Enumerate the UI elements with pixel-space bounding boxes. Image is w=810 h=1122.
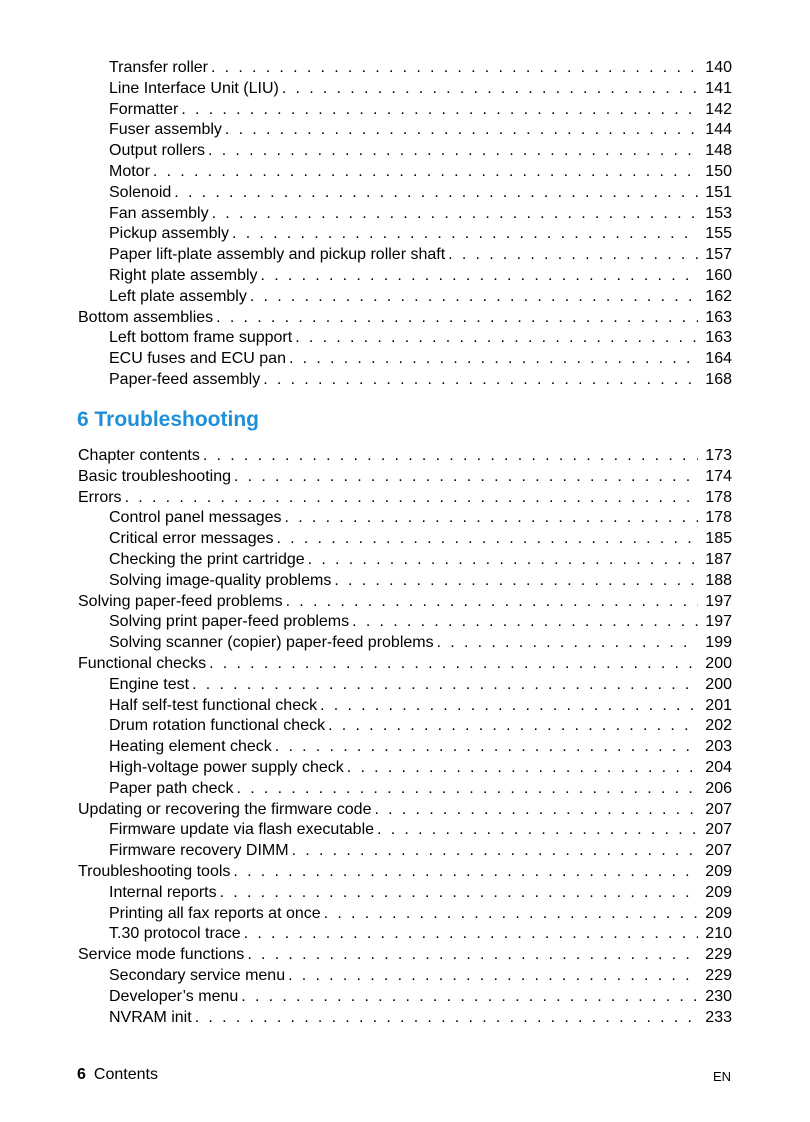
dot-leader: [448, 245, 698, 266]
dot-leader: [285, 508, 698, 529]
toc-entry-page-number: 200: [705, 675, 732, 693]
toc-entry-title: Solving paper-feed problems: [78, 592, 283, 610]
toc-entry[interactable]: [78, 654, 732, 675]
dot-leader: [320, 696, 698, 717]
dot-leader: [195, 1008, 698, 1029]
toc-entry-title: Control panel messages: [109, 509, 282, 527]
toc-entry-page-number: 203: [705, 738, 732, 756]
toc-entry-title: Critical error messages: [109, 530, 274, 548]
toc-entry[interactable]: [78, 820, 732, 841]
dot-leader: [275, 737, 698, 758]
toc-entry-page-number: 204: [705, 758, 732, 776]
dot-leader: [212, 204, 698, 225]
toc-entry-title: Solving scanner (copier) paper-feed problems: [109, 634, 434, 652]
dot-leader: [352, 612, 698, 633]
toc-entry-page-number: 209: [705, 862, 732, 880]
toc-entry-title: Heating element check: [109, 738, 272, 756]
toc-entry-title: Paper path check: [109, 779, 234, 797]
toc-list-troubleshooting: [78, 446, 732, 1028]
toc-entry[interactable]: [78, 966, 732, 987]
toc-entry[interactable]: [78, 79, 732, 100]
dot-leader: [282, 79, 698, 100]
toc-entry-page-number: 155: [705, 225, 732, 243]
toc-entry-page-number: 157: [705, 246, 732, 264]
toc-entry[interactable]: [78, 100, 732, 121]
toc-entry[interactable]: [78, 737, 732, 758]
dot-leader: [347, 758, 698, 779]
toc-entry-title: Fuser assembly: [109, 121, 222, 139]
toc-entry-page-number: 207: [705, 821, 732, 839]
toc-entry-page-number: 206: [705, 779, 732, 797]
dot-leader: [181, 100, 698, 121]
toc-entry-page-number: 160: [705, 266, 732, 284]
toc-entry-page-number: 200: [705, 654, 732, 672]
dot-leader: [208, 141, 698, 162]
toc-entry-page-number: 202: [705, 717, 732, 735]
dot-leader: [324, 904, 698, 925]
dot-leader: [374, 800, 698, 821]
toc-entry-title: Half self-test functional check: [109, 696, 318, 714]
toc-entry-page-number: 168: [705, 370, 732, 388]
dot-leader: [153, 162, 698, 183]
page-footer: [77, 1066, 158, 1084]
toc-entry-title: Updating or recovering the firmware code: [78, 800, 372, 818]
toc-entry-title: Firmware update via flash executable: [109, 821, 375, 839]
dot-leader: [261, 266, 698, 287]
dot-leader: [250, 287, 698, 308]
toc-entry-title: Printing all fax reports at once: [109, 904, 321, 922]
toc-entry-page-number: 207: [705, 800, 732, 818]
toc-entry-page-number: 140: [705, 59, 732, 76]
dot-leader: [334, 571, 698, 592]
toc-entry-title: Solenoid: [109, 183, 172, 201]
footer-section-title: Contents: [93, 1066, 158, 1083]
toc-entry[interactable]: [78, 800, 732, 821]
toc-entry-page-number: 188: [705, 571, 732, 589]
toc-entry[interactable]: [78, 779, 732, 800]
toc-entry-page-number: 197: [705, 613, 732, 631]
toc-entry[interactable]: [78, 550, 732, 571]
dot-leader: [295, 328, 698, 349]
toc-entry[interactable]: [78, 945, 732, 966]
toc-entry-title: Engine test: [109, 675, 190, 693]
toc-entry-page-number: 201: [705, 696, 732, 714]
toc-entry-title: Checking the print cartridge: [109, 550, 305, 568]
dot-leader: [125, 488, 698, 509]
toc-entry-title: Left plate assembly: [109, 287, 247, 305]
dot-leader: [237, 779, 698, 800]
toc-entry-page-number: 162: [705, 287, 732, 305]
toc-entry-title: Solving print paper-feed problems: [109, 613, 350, 631]
toc-entry[interactable]: [78, 120, 732, 141]
dot-leader: [232, 224, 698, 245]
dot-leader: [203, 446, 698, 467]
toc-entry[interactable]: [78, 224, 732, 245]
toc-entry-page-number: 209: [705, 883, 732, 901]
dot-leader: [233, 862, 698, 883]
dot-leader: [328, 716, 698, 737]
toc-entry[interactable]: [78, 183, 732, 204]
toc-entry-title: Troubleshooting tools: [78, 862, 231, 880]
toc-entry[interactable]: [78, 162, 732, 183]
toc-entry-page-number: 173: [705, 447, 732, 464]
toc-entry-title: Functional checks: [78, 654, 207, 672]
toc-entry-title: Drum rotation functional check: [109, 717, 326, 735]
toc-entry[interactable]: [78, 904, 732, 925]
toc-entry-page-number: 197: [705, 592, 732, 610]
toc-entry-page-number: 229: [705, 966, 732, 984]
dot-leader: [192, 675, 698, 696]
toc-entry-title: Bottom assemblies: [78, 308, 214, 326]
toc-entry-title: Basic troubleshooting: [78, 467, 231, 485]
toc-entry-title: Chapter contents: [78, 447, 200, 464]
toc-entry[interactable]: [78, 841, 732, 862]
toc-entry-title: Left bottom frame support: [109, 329, 293, 347]
dot-leader: [288, 966, 698, 987]
toc-entry[interactable]: [78, 446, 732, 467]
toc-entry-title: Developer’s menu: [109, 987, 239, 1005]
toc-entry-page-number: 153: [705, 204, 732, 222]
toc-entry[interactable]: [78, 716, 732, 737]
toc-entry[interactable]: [78, 612, 732, 633]
dot-leader: [247, 945, 698, 966]
toc-entry-page-number: 163: [705, 308, 732, 326]
toc-entry[interactable]: [78, 328, 732, 349]
toc-entry-title: Firmware recovery DIMM: [109, 842, 289, 860]
toc-entry-title: High-voltage power supply check: [109, 758, 344, 776]
footer-language-code: EN: [712, 1069, 731, 1084]
toc-entry-page-number: 210: [705, 925, 732, 943]
dot-leader: [292, 841, 698, 862]
toc-entry[interactable]: [78, 349, 732, 370]
dot-leader: [276, 529, 698, 550]
dot-leader: [209, 654, 698, 675]
dot-leader: [241, 987, 698, 1008]
toc-entry-title: T.30 protocol trace: [109, 925, 241, 943]
toc-entry-title: Errors: [78, 488, 122, 506]
toc-entry-page-number: 141: [705, 79, 732, 97]
toc-entry[interactable]: [78, 266, 732, 287]
toc-entry-page-number: 164: [705, 350, 732, 368]
toc-entry-title: Transfer roller: [109, 59, 208, 76]
toc-entry-title: Internal reports: [109, 883, 217, 901]
toc-entry-title: Paper lift-plate assembly and pickup roller shaft: [109, 246, 446, 264]
toc-entry-page-number: 151: [705, 183, 732, 201]
toc-entry[interactable]: [78, 245, 732, 266]
toc-entry[interactable]: [78, 862, 732, 883]
toc-entry-page-number: 207: [705, 842, 732, 860]
toc-entry[interactable]: [78, 696, 732, 717]
toc-entry[interactable]: [78, 883, 732, 904]
toc-entry-title: Secondary service menu: [109, 966, 286, 984]
dot-leader: [234, 467, 698, 488]
toc-entry-title: Solving image-quality problems: [109, 571, 332, 589]
toc-entry-page-number: 187: [705, 550, 732, 568]
toc-list-previous-chapter: [78, 58, 732, 391]
toc-entry[interactable]: [78, 467, 732, 488]
toc-entry-page-number: 174: [705, 467, 732, 485]
toc-entry-page-number: 148: [705, 142, 732, 160]
footer-page-number: 6: [77, 1066, 86, 1083]
toc-entry-page-number: 230: [705, 987, 732, 1005]
dot-leader: [174, 183, 698, 204]
toc-entry-title: Line Interface Unit (LIU): [109, 79, 279, 97]
toc-entry[interactable]: [78, 633, 732, 654]
dot-leader: [377, 820, 698, 841]
toc-entry-title: Paper-feed assembly: [109, 370, 261, 388]
toc-entry-page-number: 144: [705, 121, 732, 139]
toc-entry-title: Right plate assembly: [109, 266, 258, 284]
dot-leader: [225, 120, 698, 141]
dot-leader: [211, 58, 698, 79]
toc-entry[interactable]: [78, 675, 732, 696]
toc-entry[interactable]: [78, 1008, 732, 1029]
toc-entry-page-number: 209: [705, 904, 732, 922]
toc-entry[interactable]: [78, 758, 732, 779]
toc-entry[interactable]: [78, 592, 732, 613]
toc-entry-page-number: 185: [705, 530, 732, 548]
toc-entry[interactable]: [78, 529, 732, 550]
toc-entry[interactable]: [78, 204, 732, 225]
toc-entry[interactable]: [78, 571, 732, 592]
toc-entry[interactable]: [78, 308, 732, 329]
dot-leader: [289, 349, 698, 370]
toc-entry-page-number: 163: [705, 329, 732, 347]
toc-entry-page-number: 199: [705, 634, 732, 652]
dot-leader: [244, 924, 698, 945]
toc-entry-page-number: 150: [705, 162, 732, 180]
toc-entry[interactable]: [78, 924, 732, 945]
toc-entry-page-number: 142: [705, 100, 732, 118]
toc-entry[interactable]: [78, 508, 732, 529]
toc-entry-title: Formatter: [109, 100, 179, 118]
dot-leader: [286, 592, 698, 613]
dot-leader: [437, 633, 698, 654]
toc-entry-title: Service mode functions: [78, 946, 245, 964]
toc-entry-title: ECU fuses and ECU pan: [109, 350, 286, 368]
dot-leader: [220, 883, 698, 904]
chapter-heading: 6 Troubleshooting: [77, 408, 259, 431]
toc-entry[interactable]: [78, 370, 732, 391]
toc-entry-page-number: 178: [705, 488, 732, 506]
toc-entry[interactable]: [78, 488, 732, 509]
dot-leader: [263, 370, 698, 391]
toc-entry[interactable]: [78, 58, 732, 79]
toc-entry[interactable]: [78, 287, 732, 308]
toc-entry-title: Pickup assembly: [109, 225, 230, 243]
toc-entry-title: Motor: [109, 162, 150, 180]
dot-leader: [216, 308, 698, 329]
toc-entry-title: Fan assembly: [109, 204, 209, 222]
toc-entry[interactable]: [78, 141, 732, 162]
dot-leader: [308, 550, 698, 571]
toc-entry-page-number: 233: [705, 1008, 732, 1026]
toc-entry[interactable]: [78, 987, 732, 1008]
toc-entry-title: NVRAM init: [109, 1008, 192, 1026]
toc-entry-page-number: 178: [705, 509, 732, 527]
toc-entry-title: Output rollers: [109, 142, 206, 160]
toc-entry-page-number: 229: [705, 946, 732, 964]
